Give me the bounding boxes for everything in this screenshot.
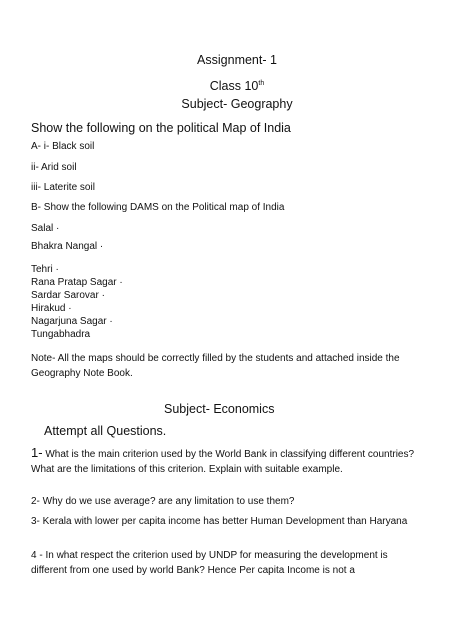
soil-item-black: A- i- Black soil <box>31 141 95 152</box>
soil-item-laterite: iii- Laterite soil <box>31 182 95 193</box>
subject-economics-heading: Subject- Economics <box>164 402 275 416</box>
dam-item: Sardar Sarovar · <box>31 290 105 301</box>
economics-instruction: Attempt all Questions. <box>44 424 167 438</box>
dam-item: Hirakud · <box>31 303 72 314</box>
question-1 <box>31 445 415 477</box>
question-3: 3- Kerala with lower per capita income has better Human Development than Haryana <box>31 516 408 527</box>
dam-item: Tungabhadra <box>31 329 91 340</box>
dam-item: Salal · <box>31 223 60 234</box>
soil-item-arid: ii- Arid soil <box>31 162 77 173</box>
class-text: Class 10 <box>209 79 259 93</box>
question-4: 4 - In what respect the criterion used by UNDP for measuring the development is different from one used by world Bank? Hence Per capita Income is not a <box>31 550 388 576</box>
maps-note: Note- All the maps should be correctly filled by the students and attached inside the Geography Note Book. <box>31 353 400 379</box>
class-label <box>0 79 474 93</box>
dams-heading: B- Show the following DAMS on the Political map of India <box>31 202 285 213</box>
assignment-title: Assignment- 1 <box>197 53 277 67</box>
dam-item: Nagarjuna Sagar · <box>31 316 113 327</box>
dam-item: Tehri · <box>31 264 59 275</box>
subject-geography-heading: Subject- Geography <box>181 97 293 111</box>
class-superscript: th <box>258 79 265 87</box>
question-1-number: 1- <box>31 445 43 460</box>
dam-item: Rana Pratap Sagar · <box>31 277 123 288</box>
dam-item: Bhakra Nangal · <box>31 241 104 252</box>
question-1-text: What is the main criterion used by the World Bank in classifying different countries? What are the limitations of this criterion. Explain with suitable example. <box>31 449 415 475</box>
question-2: 2- Why do we use average? are any limitation to use them? <box>31 496 295 507</box>
geography-instruction: Show the following on the political Map of India <box>31 121 291 135</box>
